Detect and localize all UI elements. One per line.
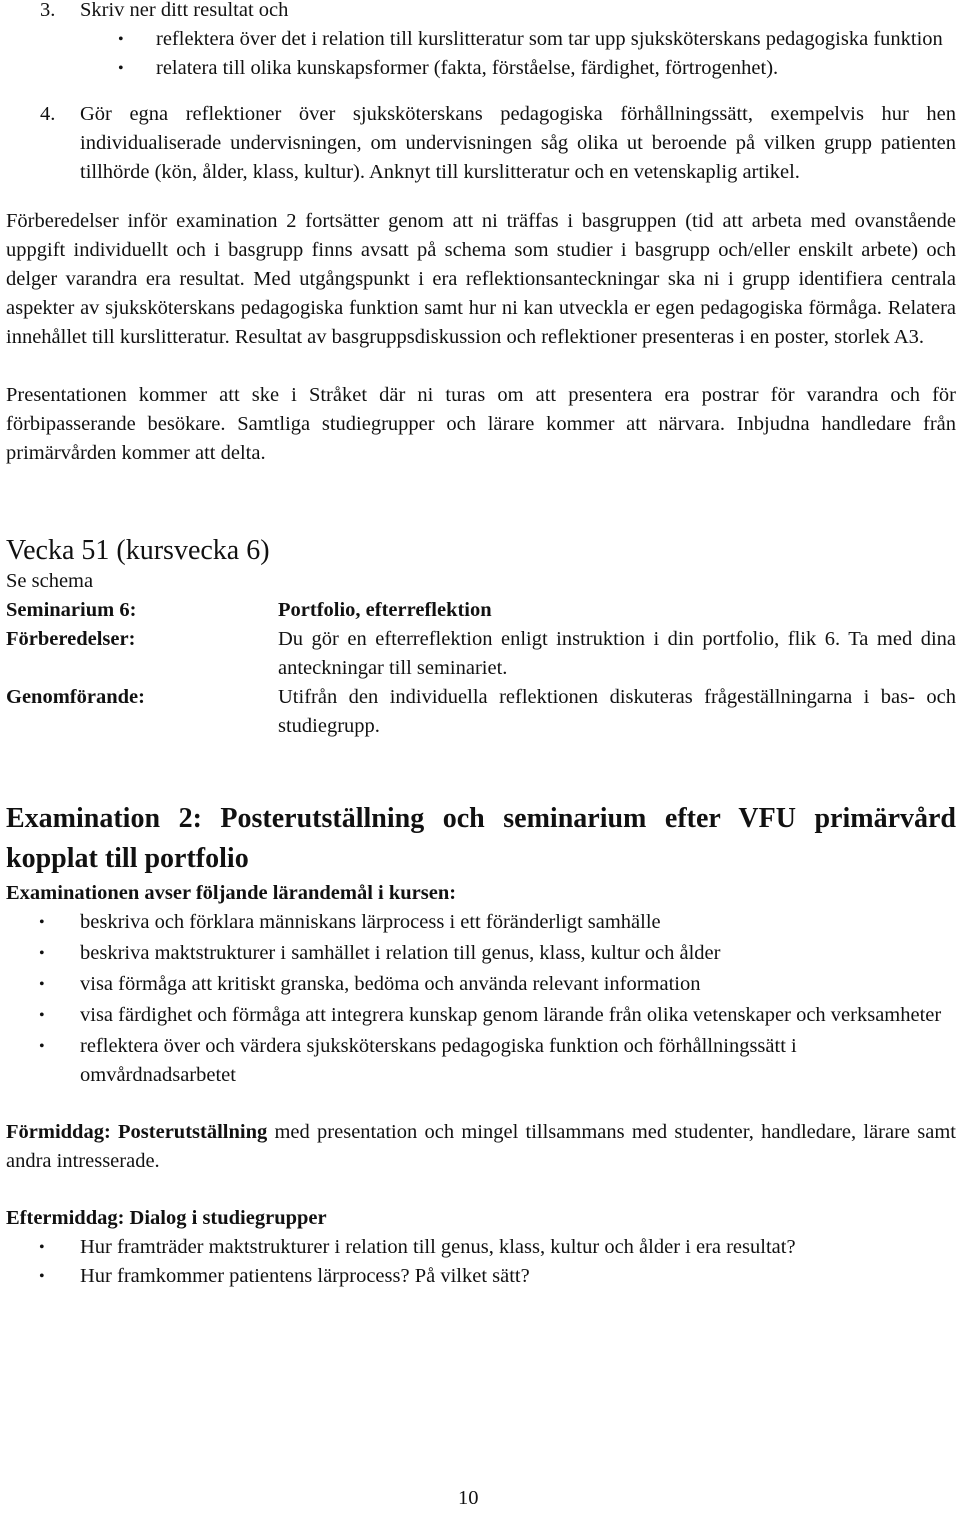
list-item-3	[6, 0, 956, 25]
bullet-item	[6, 25, 956, 54]
exam-subheading: Examinationen avser följande lärandemål i kursen:	[6, 882, 457, 904]
learning-goal-item	[6, 970, 956, 999]
bullet-icon: •	[39, 1239, 45, 1256]
bullet-icon: •	[39, 976, 45, 993]
seminar-info-table	[6, 596, 956, 741]
seminar-value: Portfolio, efterreflektion	[278, 599, 492, 621]
learning-goal-text: visa förmåga att kritiskt granska, bedöma och använda relevant information	[80, 973, 701, 995]
bullet-text: reflektera över det i relation till kurslitteratur som tar upp sjuksköterskans pedagogiska funktion	[156, 28, 943, 50]
item-number: 4.	[40, 103, 56, 125]
question-text: Hur framträder maktstrukturer i relation till genus, klass, kultur och ålder i era resultat?	[80, 1236, 796, 1258]
seminar-label: Seminarium 6:	[6, 599, 137, 621]
bullet-icon: •	[118, 31, 124, 48]
bullet-icon: •	[39, 914, 45, 931]
paragraph-presentation: Presentationen kommer att ske i Stråket där ni turas om att presentera era postrar för varandra och för förbipasserande besökare. Samtliga studiegrupper och lärare kommer att närvara. Inbjudna handledare från primärvården kommer att delta.	[6, 384, 956, 464]
item-number: 3.	[40, 0, 56, 21]
learning-goal-item	[6, 908, 956, 937]
learning-goal-text: beskriva och förklara människans lärprocess i ett föränderligt samhälle	[80, 911, 661, 933]
bullet-icon: •	[118, 60, 124, 77]
learning-goal-text: reflektera över och värdera sjuksköterskans pedagogiska funktion och förhållningssätt i omvårdnadsarbetet	[80, 1035, 797, 1086]
item-text: Gör egna reflektioner över sjuksköterskans pedagogiska förhållningssätt, exempelvis hur hen individualiserade undervisningen, om undervisningen såg olika ut beroende på vilken grupp patienten tillhörde (kön, ålder, klass, kultur). Anknyt till kurslitteratur och en vetenskaplig artikel.	[80, 103, 956, 183]
bullet-icon: •	[39, 1038, 45, 1055]
page-number: 10	[458, 1487, 479, 1509]
bullet-icon: •	[39, 945, 45, 962]
document-page	[6, 0, 956, 1291]
week-heading: Vecka 51 (kursvecka 6)	[6, 535, 270, 566]
question-item	[6, 1262, 956, 1291]
morning-label: Förmiddag: Posterutställning	[6, 1121, 268, 1143]
item-text: Skriv ner ditt resultat och	[80, 0, 289, 21]
bullet-text: relatera till olika kunskapsformer (fakta, förståelse, färdighet, förtrogenhet).	[156, 57, 779, 79]
bullet-icon: •	[39, 1268, 45, 1285]
see-schedule: Se schema	[6, 570, 94, 592]
paragraph-preparations: Förberedelser inför examination 2 fortsätter genom att ni träffas i basgruppen (tid att arbeta med ovanstående uppgift individuellt och i basgrupp finns avsatt på schema som studier i basgrupp och/eller enskilt arbete) och delger varandra era resultat. Med utgångspunkt i era reflektionsanteckningar ska ni i grupp identifiera centrala aspekter av sjuksköterskans pedagogiska funktion samt hur ni kan utveckla er egen pedagogiska förmåga. Relatera innehållet till kurslitteratur. Resultat av basgruppsdiskussion och reflektioner presenteras i en poster, storlek A3.	[6, 210, 956, 348]
morning-text: med presentation och mingel tillsammans med studenter, handledare, lärare samt andra intresserade.	[6, 1121, 957, 1172]
question-text: Hur framkommer patientens lärprocess? På vilket sätt?	[80, 1265, 530, 1287]
bullet-item	[6, 54, 956, 83]
learning-goal-text: visa färdighet och förmåga att integrera kunskap genom lärande från olika vetenskaper och verksamheter	[80, 1004, 942, 1026]
learning-goal-item	[6, 1032, 956, 1090]
preparation-label: Förberedelser:	[6, 628, 136, 650]
implementation-label: Genomförande:	[6, 686, 145, 708]
learning-goal-text: beskriva maktstrukturer i samhället i relation till genus, klass, kultur och ålder	[80, 942, 721, 964]
implementation-value: Utifrån den individuella reflektionen diskuteras frågeställningarna i bas- och studiegrupp.	[278, 686, 956, 737]
morning-paragraph	[6, 1118, 956, 1176]
question-item	[6, 1233, 956, 1262]
exam-heading: Examination 2: Posterutställning och seminarium efter VFU primärvård kopplat till portfolio	[6, 803, 956, 874]
afternoon-heading: Eftermiddag: Dialog i studiegrupper	[6, 1207, 327, 1229]
learning-goal-item	[6, 1001, 956, 1030]
list-item-4	[6, 100, 956, 187]
learning-goal-item	[6, 939, 956, 968]
bullet-icon: •	[39, 1007, 45, 1024]
preparation-value: Du gör en efterreflektion enligt instruktion i din portfolio, flik 6. Ta med dina anteckningar till seminariet.	[278, 628, 956, 679]
